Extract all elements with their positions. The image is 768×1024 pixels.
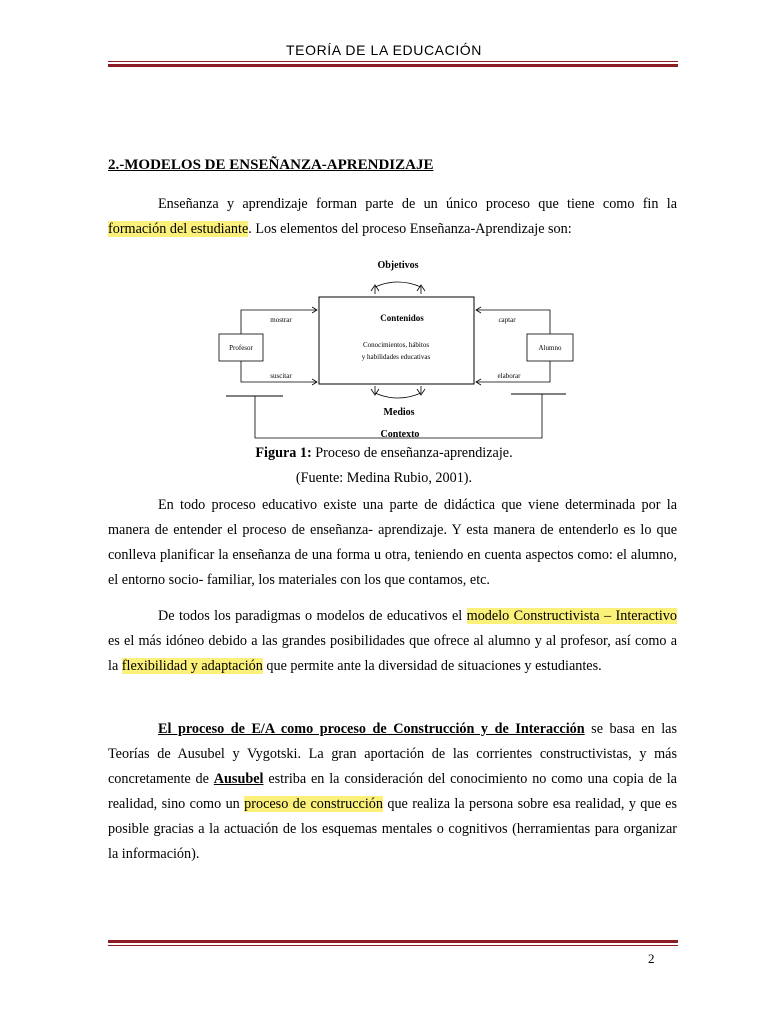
footer-rule (108, 940, 678, 943)
diagram-medios-label: Medios (383, 407, 415, 418)
p3-text-2: es el más idóneo debido a las grandes posibilidades que ofrece al alumno y al profesor, así como a la (108, 633, 677, 674)
paragraph-construccion (108, 717, 677, 867)
figure-label: Figura 1: (255, 445, 312, 461)
p4-ausubel: Ausubel (213, 771, 264, 787)
p3-highlight-flexibilidad: flexibilidad y adaptación (121, 658, 263, 674)
p3-highlight-modelo: modelo Constructivista – Interactivo (466, 608, 677, 624)
diagram-contenidos-line1: Conocimientos, hábitos (362, 341, 430, 349)
intro-highlight: formación del estudiante (108, 221, 249, 237)
diagram-elaborar-label: elaborar (497, 372, 521, 380)
running-header: TEORÍA DE LA EDUCACIÓN (285, 42, 483, 58)
intro-text-1: Enseñanza y aprendizaje forman parte de un único proceso que tiene como fin la (158, 196, 677, 212)
footer-rule-bottom (108, 945, 678, 946)
p4-bold-title: El proceso de E/A como proceso de Construcción y de Interacción (158, 721, 585, 737)
figure-caption (0, 445, 768, 462)
section-heading: 2.-MODELOS DE ENSEÑANZA-APRENDIZAJE (108, 157, 434, 173)
medios-arrow (375, 386, 421, 398)
p3-text-1: De todos los paradigmas o modelos de educativos el (158, 608, 467, 624)
teaching-process-diagram (0, 0, 768, 450)
p4-highlight: proceso de construcción (244, 796, 383, 812)
p4-text-3: que realiza la persona sobre esa realidad, y que es posible gracias a la actuación de los esquemas mentales o cognitivos (herramientas para organizar la información). (108, 796, 678, 862)
p4-text-2: estriba en la consideración del conocimiento no como una copia de la realidad, sino como un (108, 771, 677, 812)
figure-source: (Fuente: Medina Rubio, 2001). (295, 470, 473, 486)
diagram-captar-label: captar (498, 316, 516, 324)
paragraph-didactica: En todo proceso educativo existe una parte de didáctica que viene determinada por la manera de entender el proceso de enseñanza- aprendizaje. Y esta manera de entenderlo es lo que conlleva planificar la enseñanza de una forma u otra, teniendo en cuenta aspectos como: el alumno, el entorno socio- familiar, los materiales con los que contamos, etc. (108, 497, 677, 588)
diagram-contenidos-label: Contenidos (380, 313, 424, 323)
diagram-mostrar-label: mostrar (270, 316, 292, 324)
paragraph-constructivista (108, 604, 677, 679)
diagram-contexto-label: Contexto (380, 429, 420, 440)
diagram-profesor-label: Profesor (229, 344, 253, 352)
diagram-suscitar-label: suscitar (270, 372, 292, 380)
p4-text-1: se basa en las Teorías de Ausubel y Vygotski. La gran aportación de las corrientes constructivistas, y más concretamente de (108, 721, 677, 787)
p3-text-3: que permite ante la diversidad de situaciones y estudiantes. (262, 658, 602, 674)
page-number: 2 (648, 951, 655, 966)
objetivos-arrow (375, 282, 421, 294)
intro-text-2: . Los elementos del proceso Enseñanza-Aprendizaje son: (248, 221, 572, 237)
diagram-objetivos-label: Objetivos (377, 260, 419, 271)
diagram-contenidos-line2: y habilidades educativas (361, 353, 431, 361)
diagram-alumno-label: Alumno (538, 344, 562, 352)
figure-caption-text: Proceso de enseñanza-aprendizaje. (311, 445, 513, 461)
